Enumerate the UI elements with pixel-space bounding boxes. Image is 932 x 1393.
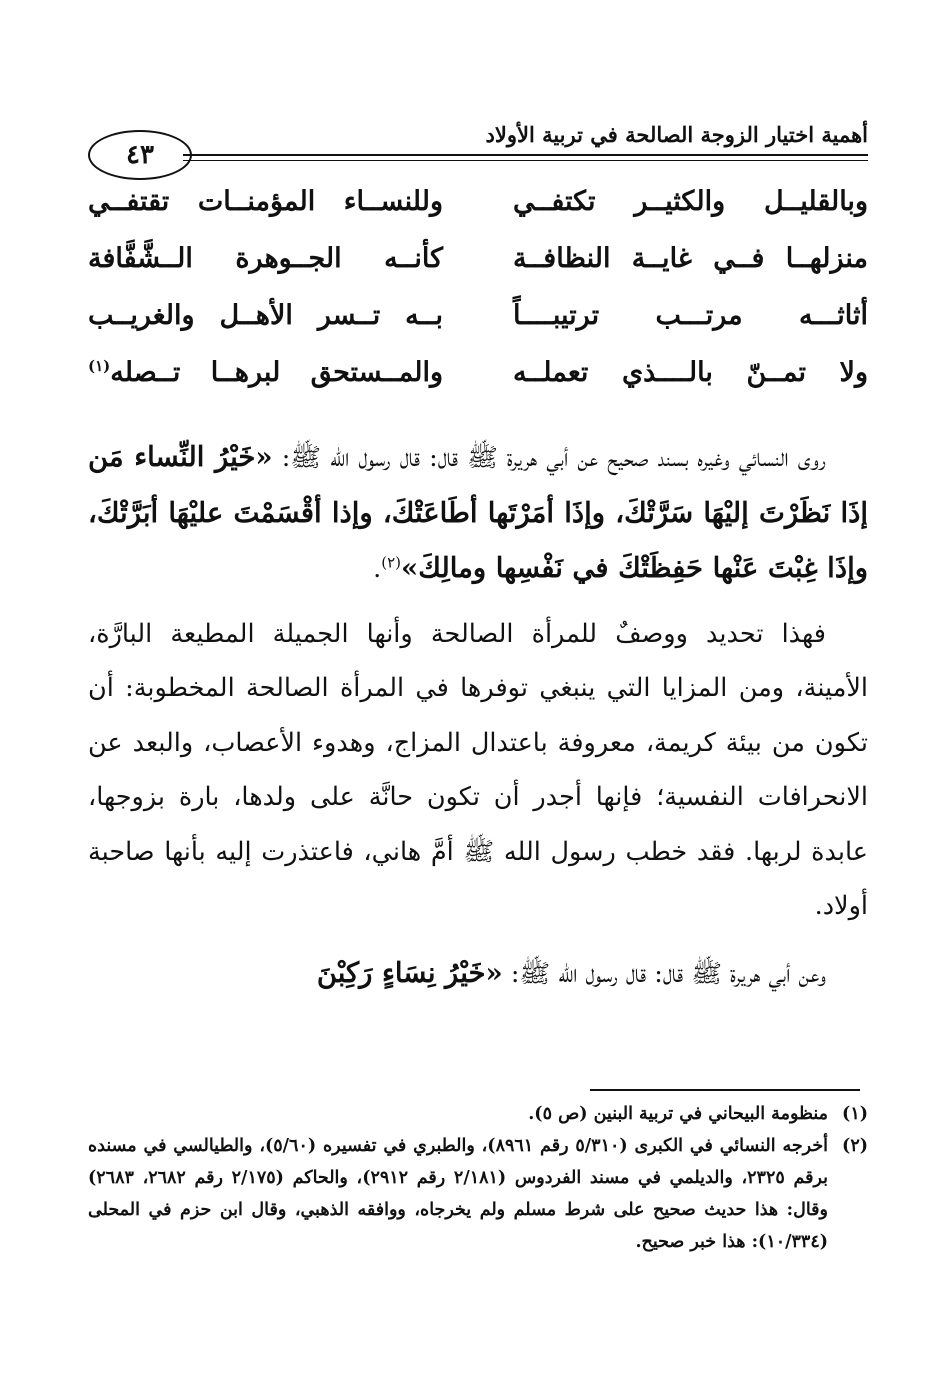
footnote-text: أخرجه النسائي في الكبرى (٥/٣١٠ رقم ٨٩٦١)، والطبري في تفسيره (٥/٦٠)، والطيالسي في مسنده برقم ٢٣٢٥، والديلمي في مسند الفردوس (٢/١٨١ رقم ٢٩١٢)، والحاكم (٢/١٧٥ رقم ٢٦٨٢، ٢٦٨٣) وقال: هذا حديث صحيح على شرط مسلم ولم يخرجاه، ووافقه الذهبي، وقال ابن حزم في المحلى (١٠/٣٣٤): هذا خبر صحيح. [88,1136,829,1252]
footnote [88,1130,868,1258]
paragraph-text: فهذا تحديد ووصفٌ للمرأة الصالحة وأنها الجميلة المطيعة البارَّة، الأمينة، ومن المزايا التي ينبغي توفرها في المرأة الصالحة المخطوبة: أن تكون من بيئة كريمة، معروفة باعتدال المزاج، وهدوء الأعصاب، والبعد عن الانحرافات النفسية؛ فإنها أجدر أن تكون حانَّة على ولدها، بارة بزوجها، عابدة لربها. فقد خطب رسول الله ﷺ أمَّ هاني، فاعتذرت إليه بأنها صاحبة أولاد. [88,618,868,921]
verse-second-hemistich: وللنســاء المؤمنــات تقتفــي [88,186,443,217]
header-rule [183,154,868,156]
verse-first-hemistich: وبالقليــل والكثيــر تكتفــي [513,186,868,217]
poem-verse [88,300,868,357]
paragraph-end: . [373,554,382,584]
verse-second-hemistich [88,357,443,388]
paragraph-description [88,607,868,934]
poem-verse [88,186,868,243]
paragraph-hadith-2 [88,946,868,1002]
poem-verse [88,243,868,300]
body-text [88,430,868,1001]
verse-second-hemistich: كأنــه الجــوهرة الــشَّفَّافة [88,243,443,274]
verse-second-hemistich: بــه تــسر الأهــل والغريــب [88,300,443,331]
poem-verse [88,357,868,414]
footnote-text: منظومة البيحاني في تربية البنين (ص ٥). [528,1104,828,1124]
footnote-ref-1: (١) [88,357,111,375]
poem [88,186,868,414]
page-header [88,118,868,178]
paragraph-intro: روى النسائي وغيره بسند صحيح عن أبي هريرة ﷺ قال: قال رسول الله ﷺ: [272,443,826,473]
paragraph-hadith-1 [88,430,868,597]
footnote-separator [590,1089,860,1091]
paragraph-intro: وعن أبي هريرة ﷺ قال: قال رسول الله ﷺ: [502,958,826,989]
footnotes [88,1098,868,1258]
verse-first-hemistich: منزلهــا فــي غايــة النظافــة [513,243,868,274]
page-number: ٤٣ [126,140,154,170]
footnote-ref-2: (٢) [381,553,401,572]
header-rule-thin [183,160,868,161]
running-title: أهمية اختيار الزوجة الصالحة في تربية الأولاد [485,122,868,147]
footnote-number: (١) [842,1104,868,1124]
verse-first-hemistich: أثاثـــه مرتـــب ترتيبــــاً [513,300,868,331]
hadith-text: «خَيْرُ النِّساء مَن إذَا نَظَرْتَ إليْهَا سَرَّتْكَ، وإذَا أمَرْتَها أطَاعَتْكَ، وإذا أقْسَمْتَ عليْهَا أبَرَّتْكَ، وإذَا غِبْتَ عَنْها حَفِظَتْكَ في نَفْسِها ومالِكَ» [88,441,868,584]
verse-first-hemistich: ولا تمــنّ بالــــذي تعملــه [513,357,868,388]
footnote [88,1098,868,1130]
verse-text: والمــستحق لبرهــا تــصله [110,357,443,388]
page-number-oval [88,130,192,180]
footnote-number: (٢) [842,1136,868,1156]
hadith-text: «خَيْرُ نِسَاءٍ رَكِبْنَ [316,956,503,989]
